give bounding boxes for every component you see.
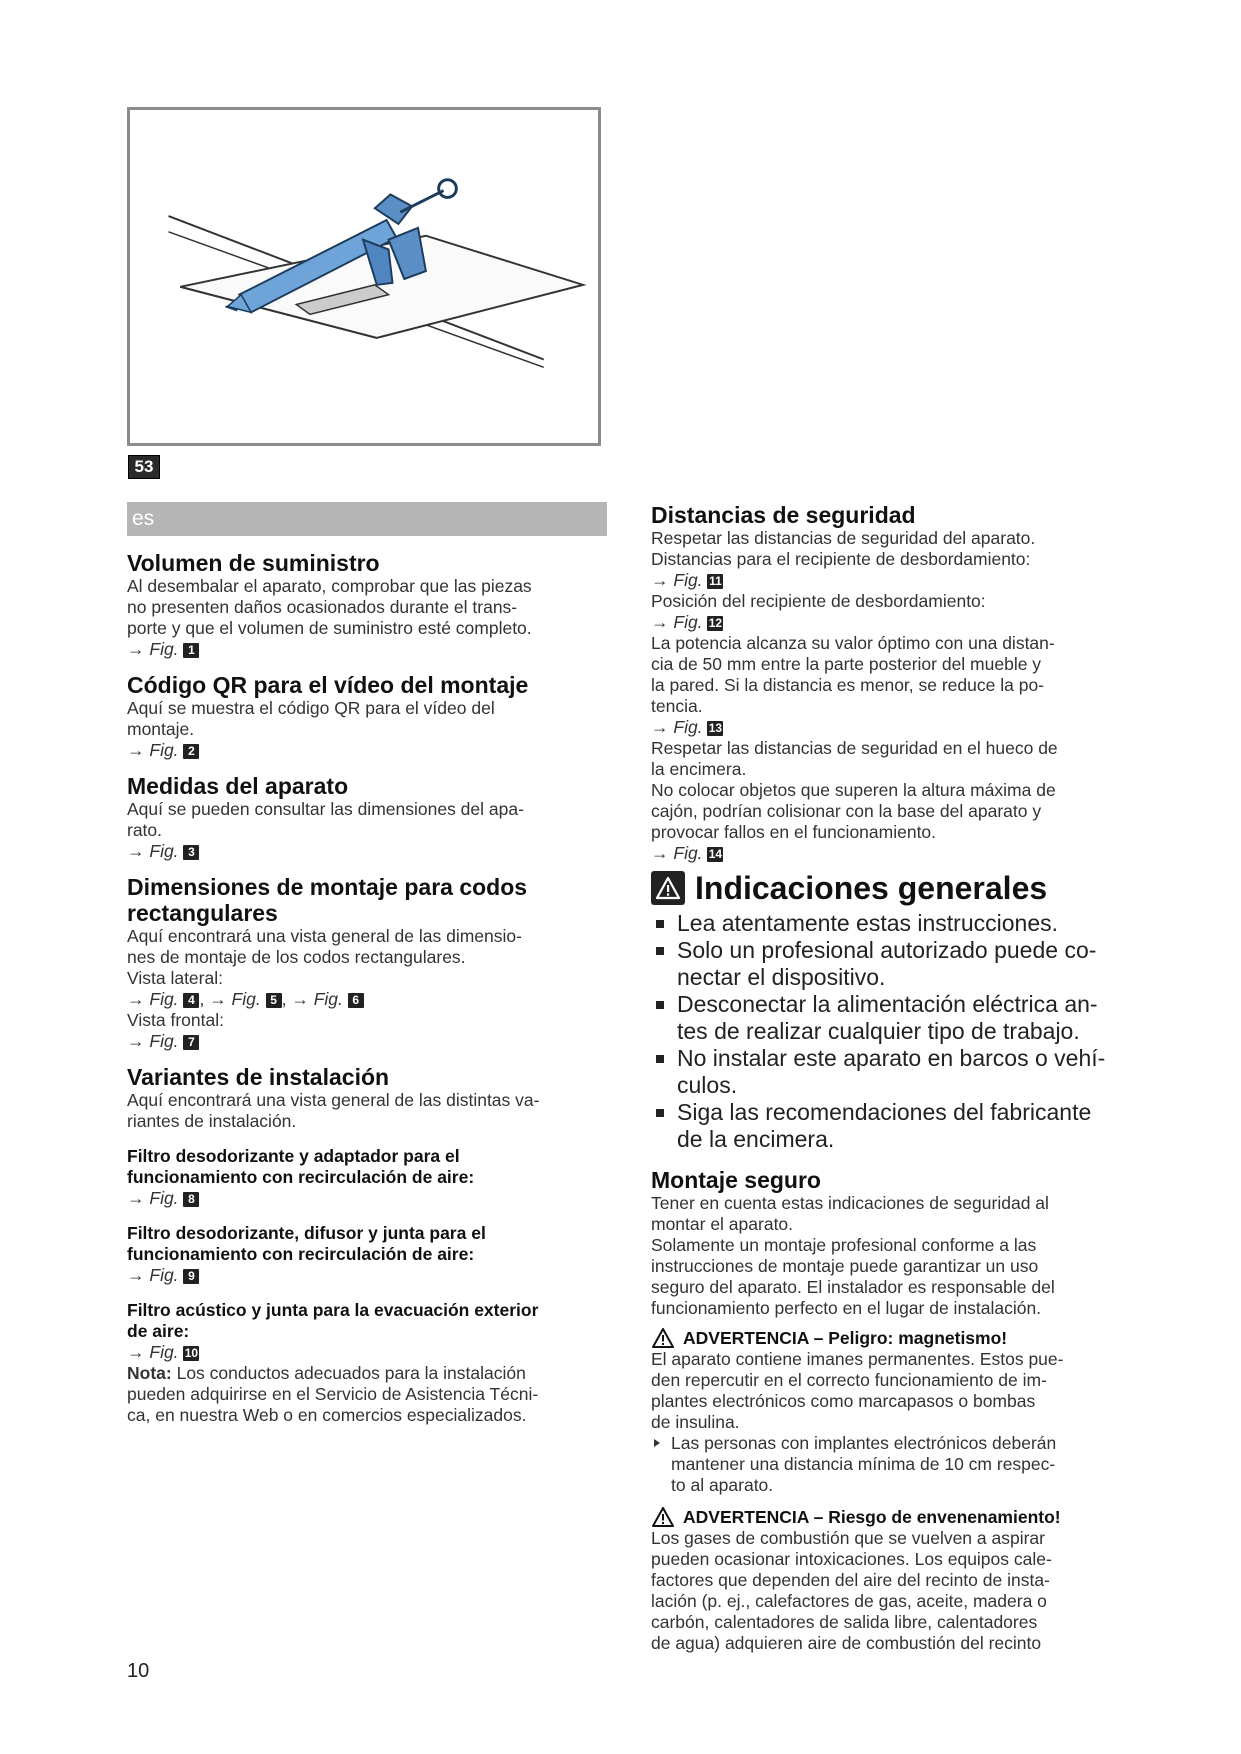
paragraph-line: Aquí encontrará una vista general de las dimensio- — [127, 926, 522, 946]
figure-reference: → Fig. 14 — [651, 843, 723, 863]
warning-poisoning: ADVERTENCIA – Riesgo de envenenamiento! — [651, 1506, 1141, 1528]
paragraph-line: carbón, calentadores de salida libre, calentadores — [651, 1612, 1038, 1632]
figure-badge: 7 — [183, 1035, 199, 1050]
paragraph-line: No colocar objetos que superen la altura máxima de — [651, 780, 1056, 800]
section-title-dimensiones: Dimensiones de montaje para codos — [127, 874, 528, 900]
list-item: Siga las recomendaciones del fabricante de la encimera. — [651, 1099, 1141, 1153]
figure-reference: → Fig. 2 — [127, 740, 612, 761]
figure-reference: → Fig. 3 — [127, 841, 612, 862]
figure-badge: 2 — [183, 744, 199, 759]
general-list — [651, 910, 1141, 1153]
paragraph-line: cajón, podrían colisionar con la base del aparato y — [651, 801, 1042, 821]
note-line: ca, en nuestra Web o en comercios especializados. — [127, 1405, 527, 1425]
figure-badge: 9 — [183, 1269, 199, 1284]
paragraph-line: El aparato contiene imanes permanentes. Estos pue- — [651, 1349, 1064, 1369]
warning-triangle-icon — [651, 1506, 675, 1528]
paragraph-line: tencia. — [651, 696, 703, 716]
paragraph-line: riantes de instalación. — [127, 1111, 297, 1131]
figure-reference: → Fig. 8 — [127, 1188, 612, 1209]
paragraph-line: Aquí se pueden consultar las dimensiones del apa- — [127, 799, 524, 819]
warning-icon — [651, 871, 685, 905]
figure-badge: 4 — [183, 993, 199, 1008]
right-column — [651, 502, 1141, 1654]
paragraph-line: la encimera. — [651, 759, 747, 779]
paragraph-line: lación (p. ej., calefactores de gas, aceite, madera o — [651, 1591, 1047, 1611]
figure-reference: → Fig. 13 — [651, 717, 723, 737]
general-heading — [651, 868, 1141, 908]
frontal-label: Vista frontal: — [127, 1010, 224, 1030]
figure-badge: 13 — [708, 721, 723, 735]
lateral-label: Vista lateral: — [127, 968, 223, 988]
list-item: Lea atentamente estas instrucciones. — [651, 910, 1141, 937]
subsection-title: Filtro acústico y junta para la evacuación exterior — [127, 1300, 539, 1320]
section-title-qr: Código QR para el vídeo del montaje — [127, 672, 529, 698]
figure-illustration — [127, 107, 601, 446]
section-title-dimensiones-cont: rectangulares — [127, 900, 278, 926]
figure-reference: → Fig. 10 — [127, 1342, 199, 1362]
figure-badge: 6 — [348, 993, 364, 1008]
subsection-title: funcionamiento con recirculación de aire: — [127, 1167, 475, 1187]
paragraph-line: Los gases de combustión que se vuelven a aspirar — [651, 1528, 1045, 1548]
figure-reference: → Fig. 11 — [651, 570, 722, 590]
language-tab: es — [127, 502, 607, 536]
paragraph-line: la pared. Si la distancia es menor, se reduce la po- — [651, 675, 1044, 695]
section-title-distancias: Distancias de seguridad — [651, 502, 916, 528]
paragraph-line: de insulina. — [651, 1412, 740, 1432]
figure-reference: → Fig. 9 — [127, 1265, 612, 1286]
note-line: pueden adquirirse en el Servicio de Asistencia Técni- — [127, 1384, 539, 1404]
list-item: No instalar este aparato en barcos o vehí- culos. — [651, 1045, 1141, 1099]
subsection-title: Filtro desodorizante, difusor y junta para el — [127, 1223, 486, 1243]
figure-reference-frontal: → Fig. 7 — [127, 1031, 612, 1052]
subsection-title: funcionamiento con recirculación de aire: — [127, 1244, 475, 1264]
paragraph-line: no presenten daños ocasionados durante el trans- — [127, 597, 518, 617]
paragraph-line: rato. — [127, 820, 163, 840]
paragraph-line: Solamente un montaje profesional conforme a las — [651, 1235, 1037, 1255]
paragraph-line: instrucciones de montaje puede garantizar un uso — [651, 1256, 1039, 1276]
figure-badge: 5 — [266, 993, 282, 1008]
caulking-gun-illustration — [130, 110, 598, 443]
paragraph-line: de agua) adquieren aire de combustión del recinto — [651, 1633, 1042, 1653]
subsection-title: de aire: — [127, 1321, 190, 1341]
paragraph-line: Tener en cuenta estas indicaciones de seguridad al — [651, 1193, 1049, 1213]
figure-badge: 8 — [183, 1192, 199, 1207]
section-title-variantes: Variantes de instalación — [127, 1064, 390, 1090]
paragraph-line: pueden ocasionar intoxicaciones. Los equipos cale- — [651, 1549, 1052, 1569]
paragraph-line: Al desembalar el aparato, comprobar que las piezas — [127, 576, 532, 596]
paragraph-line: La potencia alcanza su valor óptimo con una distan- — [651, 633, 1055, 653]
paragraph-line: factores que dependen del aire del recinto de insta- — [651, 1570, 1050, 1590]
paragraph-line: montaje. — [127, 719, 195, 739]
paragraph-line: Aquí se muestra el código QR para el vídeo del — [127, 698, 495, 718]
paragraph-line: cia de 50 mm entre la parte posterior del mueble y — [651, 654, 1042, 674]
paragraph-line: montar el aparato. — [651, 1214, 794, 1234]
paragraph-line: funcionamiento perfecto en el lugar de instalación. — [651, 1298, 1042, 1318]
figure-badge: 10 — [184, 1346, 199, 1360]
figure-badge: 1 — [183, 643, 199, 658]
figure-reference: → Fig. 12 — [651, 612, 723, 632]
figure-badge: 11 — [709, 574, 722, 588]
paragraph-line: Distancias para el recipiente de desbordamiento: — [651, 549, 1031, 569]
section-title-volumen: Volumen de suministro — [127, 550, 380, 576]
paragraph-line: Posición del recipiente de desbordamiento: — [651, 591, 986, 611]
warning-triangle-icon — [651, 1327, 675, 1349]
paragraph-line: seguro del aparato. El instalador es responsable del — [651, 1277, 1055, 1297]
note-label: Nota: — [127, 1363, 172, 1383]
paragraph-line: Respetar las distancias de seguridad del aparato. — [651, 528, 1036, 548]
left-column — [127, 550, 612, 1426]
general-title: Indicaciones generales — [695, 870, 1048, 906]
subsection-title: Filtro desodorizante y adaptador para el — [127, 1146, 460, 1166]
paragraph-line: nes de montaje de los codos rectangulares. — [127, 947, 466, 967]
paragraph-line: Respetar las distancias de seguridad en el hueco de — [651, 738, 1058, 758]
paragraph-line: Aquí encontrará una vista general de las distintas va- — [127, 1090, 540, 1110]
page-number: 10 — [127, 1660, 150, 1682]
section-title-medidas: Medidas del aparato — [127, 773, 349, 799]
paragraph-line: den repercutir en el correcto funcionamiento de im- — [651, 1370, 1047, 1390]
list-item: Solo un profesional autorizado puede co- nectar el dispositivo. — [651, 937, 1141, 991]
paragraph-line: porte y que el volumen de suministro esté completo. — [127, 618, 532, 638]
figure-badge: 12 — [708, 616, 723, 630]
warning-magnetism: ADVERTENCIA – Peligro: magnetismo! — [651, 1327, 1141, 1349]
list-item: Desconectar la alimentación eléctrica an- tes de realizar cualquier tipo de trabajo. — [651, 991, 1141, 1045]
figure-number-badge: 53 — [128, 455, 160, 479]
figure-reference-lateral: → Fig. 4 , → Fig. 5 , → Fig. 6 — [127, 989, 612, 1010]
paragraph-line: plantes electrónicos como marcapasos o bombas — [651, 1391, 1036, 1411]
paragraph-line: provocar fallos en el funcionamiento. — [651, 822, 937, 842]
figure-badge: 14 — [708, 847, 723, 861]
section-title-montaje-seguro: Montaje seguro — [651, 1167, 821, 1193]
figure-reference: → Fig. 1 — [127, 639, 612, 660]
note-line: Nota: Los conductos adecuados para la instalación — [127, 1363, 526, 1383]
instruction-item: Las personas con implantes electrónicos deberán mantener una distancia mínima de 10 cm respec- to al aparato. — [651, 1433, 1141, 1496]
figure-badge: 3 — [183, 845, 199, 860]
